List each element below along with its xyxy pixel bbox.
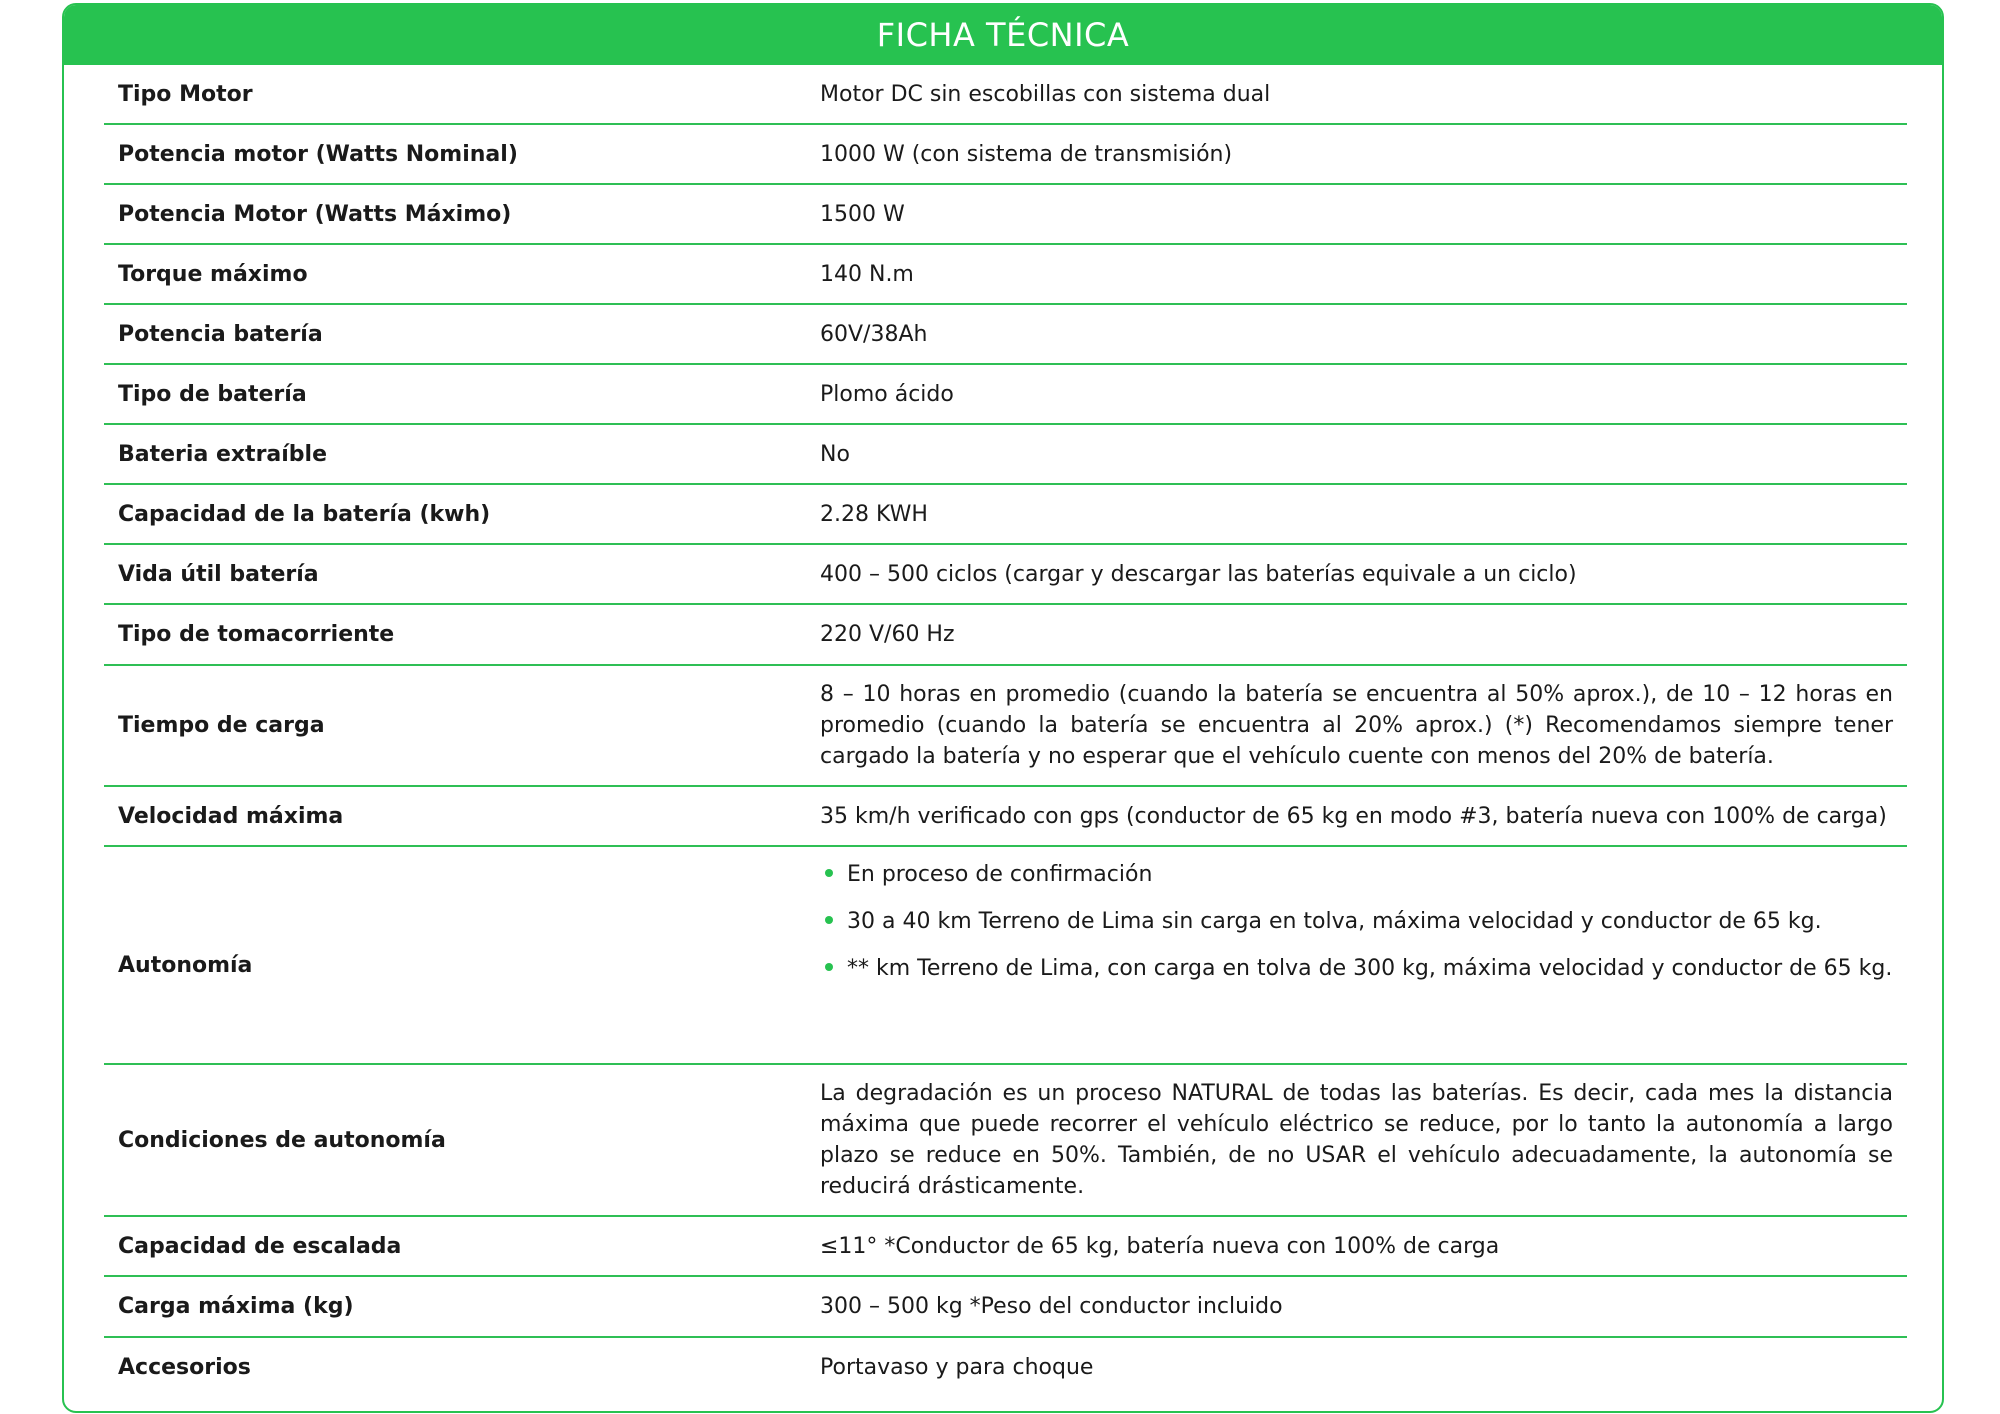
spec-table: [104, 65, 1907, 1396]
list-item-text: 30 a 40 km Terreno de Lima sin carga en tolva, máxima velocidad y conductor de 65 kg.: [847, 909, 1822, 934]
list-item: [820, 859, 1893, 890]
spec-row: [104, 365, 1907, 425]
spec-label: Capacidad de escalada: [118, 1233, 402, 1259]
spec-value: 400 – 500 ciclos (cargar y descargar las baterías equivale a un ciclo): [820, 561, 1577, 587]
spec-value: 1000 W (con sistema de transmisión): [820, 141, 1233, 167]
spec-label: Tipo Motor: [118, 81, 253, 107]
spec-row: [104, 485, 1907, 545]
spec-row: [104, 666, 1907, 787]
list-item: [820, 953, 1893, 984]
spec-row: [104, 305, 1907, 365]
bullet-icon: [825, 963, 833, 971]
spec-label: Tipo de batería: [118, 381, 307, 407]
spec-value: La degradación es un proceso NATURAL de todas las baterías. Es decir, cada mes la distancia máxima que puede recorrer el vehículo eléctrico se reduce, por lo tanto la autonomía a largo plazo se reduce en 50%. También, de no USAR el vehículo adecuadamente, la autonomía se reducirá drásticamente.: [820, 1081, 1893, 1199]
spec-row: [104, 605, 1907, 666]
spec-label: Accesorios: [118, 1354, 251, 1380]
spec-label: Tipo de tomacorriente: [118, 622, 395, 647]
spec-value: ≤11° *Conductor de 65 kg, batería nueva con 100% de carga: [820, 1233, 1500, 1259]
spec-label: Capacidad de la batería (kwh): [118, 501, 491, 527]
spec-value: Portavaso y para choque: [820, 1354, 1094, 1380]
spec-label: Potencia motor (Watts Nominal): [118, 141, 518, 167]
spec-row: [104, 847, 1907, 1065]
spec-value: Motor DC sin escobillas con sistema dual: [820, 81, 1271, 107]
spec-label: Torque máximo: [118, 261, 308, 287]
spec-value: 300 – 500 kg *Peso del conductor incluido: [820, 1294, 1283, 1319]
spec-row: [104, 125, 1907, 185]
spec-label: Vida útil batería: [118, 561, 319, 587]
spec-value: 8 – 10 horas en promedio (cuando la batería se encuentra al 50% aprox.), de 10 – 12 horas en promedio (cuando la batería se encuentra al 20% aprox.) (*) Recomendamos siempre tener cargado la batería y no esperar que el vehículo cuente con menos del 20% de batería.: [820, 682, 1893, 769]
spec-row: [104, 1065, 1907, 1217]
spec-value: 1500 W: [820, 201, 905, 227]
sheet-title: FICHA TÉCNICA: [876, 16, 1130, 54]
spec-sheet: [62, 3, 1944, 1413]
spec-value: 35 km/h verificado con gps (conductor de 65 kg en modo #3, batería nueva con 100% de carga): [820, 803, 1887, 829]
spec-value: 2.28 KWH: [820, 501, 928, 527]
list-item-text: ** km Terreno de Lima, con carga en tolva de 300 kg, máxima velocidad y conductor de 65 kg.: [847, 956, 1893, 981]
spec-label: Velocidad máxima: [118, 803, 344, 829]
list-item-text: En proceso de confirmación: [847, 862, 1153, 887]
spec-value: 60V/38Ah: [820, 321, 928, 347]
spec-row: [104, 545, 1907, 605]
spec-row: [104, 245, 1907, 305]
spec-row: [104, 65, 1907, 125]
list-item: [820, 906, 1893, 937]
spec-label: Potencia Motor (Watts Máximo): [118, 201, 512, 227]
spec-row: [104, 185, 1907, 245]
spec-row: [104, 787, 1907, 847]
spec-value: [820, 859, 1907, 1000]
spec-value: Plomo ácido: [820, 381, 954, 407]
spec-value: 220 V/60 Hz: [820, 622, 955, 647]
spec-row: [104, 1217, 1907, 1277]
spec-label: Tiempo de carga: [118, 713, 325, 738]
spec-label: Bateria extraíble: [118, 441, 328, 467]
autonomy-list: [820, 859, 1893, 984]
spec-row: [104, 1338, 1907, 1396]
spec-label: Potencia batería: [118, 321, 323, 347]
spec-label: Condiciones de autonomía: [118, 1127, 446, 1153]
sheet-header: [64, 5, 1942, 65]
spec-label: Carga máxima (kg): [118, 1294, 354, 1319]
spec-row: [104, 425, 1907, 485]
spec-label: Autonomía: [118, 953, 253, 978]
bullet-icon: [825, 916, 833, 924]
spec-value: No: [820, 441, 850, 467]
spec-row: [104, 1277, 1907, 1338]
spec-value: 140 N.m: [820, 261, 914, 287]
bullet-icon: [825, 869, 833, 877]
